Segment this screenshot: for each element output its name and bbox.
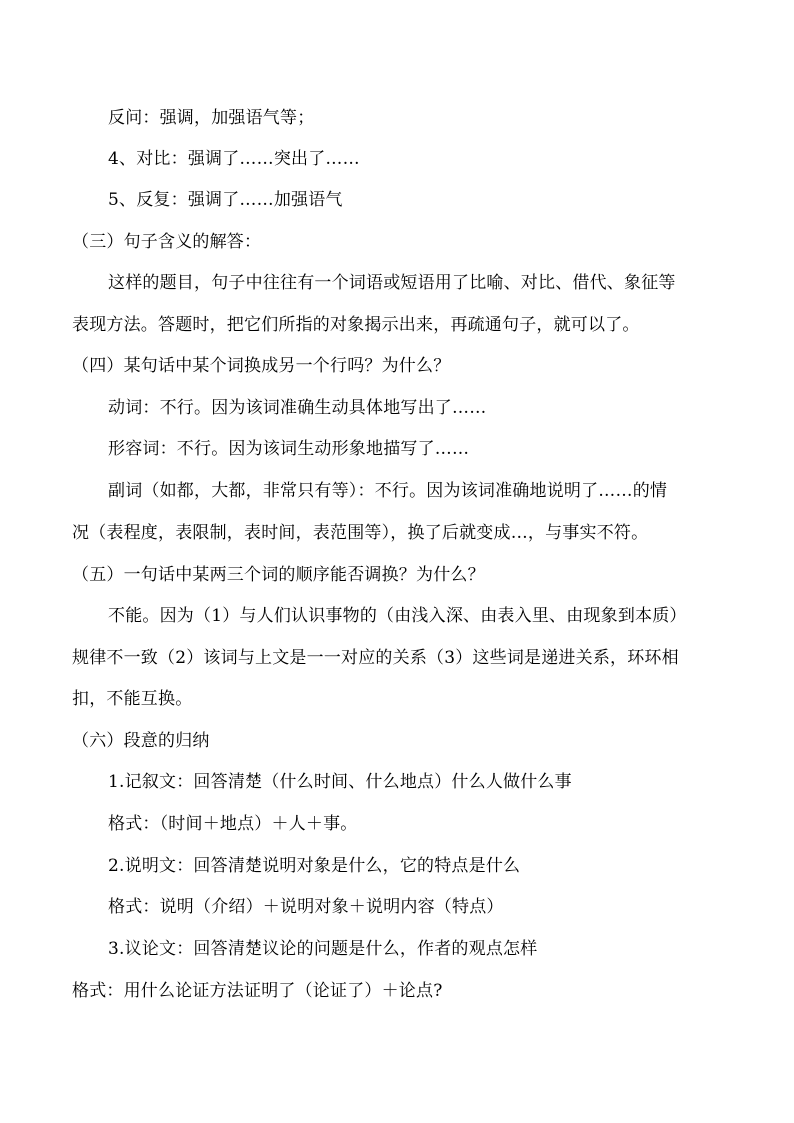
paragraph-three-line-2: 表现方法。答题时，把它们所指的对象揭示出来，再疏通句子，就可以了。 (72, 315, 640, 335)
text-line-expository: 2.说明文：回答清楚说明对象是什么，它的特点是什么 (108, 856, 521, 876)
paragraph-adverb-line-2: 况（表程度，表限制，表时间，表范围等），换了后就变成…，与事实不符。 (72, 523, 649, 543)
section-heading-five: （五）一句话中某两三个词的顺序能否调换？为什么？ (72, 565, 485, 585)
text-line-narrative: 1.记叙文：回答清楚（什么时间、什么地点）什么人做什么事 (108, 772, 572, 792)
text-line-verb: 动词：不行。因为该词准确生动具体地写出了…… (108, 398, 487, 418)
text-line-narrative-format: 格式：（时间＋地点）＋人＋事。 (108, 814, 358, 834)
paragraph-five-line-1: 不能。因为（1）与人们认识事物的（由浅入深、由表入里、由现象到本质） (108, 606, 687, 626)
text-line-contrast: 4、对比：强调了……突出了…… (108, 149, 360, 169)
text-line-rhetorical-question: 反问：强调，加强语气等； (108, 108, 315, 128)
text-line-expository-format: 格式：说明（介绍）＋说明对象＋说明内容（特点） (108, 897, 504, 917)
text-line-repetition: 5、反复：强调了……加强语气 (108, 190, 343, 210)
section-heading-six: （六）段意的归纳 (72, 731, 210, 751)
text-line-adjective: 形容词：不行。因为该词生动形象地描写了…… (108, 439, 470, 459)
section-heading-three: （三）句子含义的解答： (72, 232, 262, 252)
paragraph-five-line-2: 规律不一致（2）该词与上文是一一对应的关系（3）这些词是递进关系，环环相 (72, 648, 679, 668)
text-line-argumentative: 3.议论文：回答清楚议论的问题是什么，作者的观点怎样 (108, 939, 538, 959)
text-line-argumentative-format: 格式：用什么论证方法证明了（论证了）＋论点? (72, 981, 443, 1001)
paragraph-adverb-line-1: 副词（如都，大都，非常只有等）：不行。因为该词准确地说明了……的情 (108, 481, 668, 501)
section-heading-four: （四）某句话中某个词换成另一个行吗？为什么？ (72, 356, 451, 376)
paragraph-three-line-1: 这样的题目，句子中往往有一个词语或短语用了比喻、对比、借代、象征等 (108, 273, 676, 293)
paragraph-five-line-3: 扣，不能互换。 (72, 689, 193, 709)
